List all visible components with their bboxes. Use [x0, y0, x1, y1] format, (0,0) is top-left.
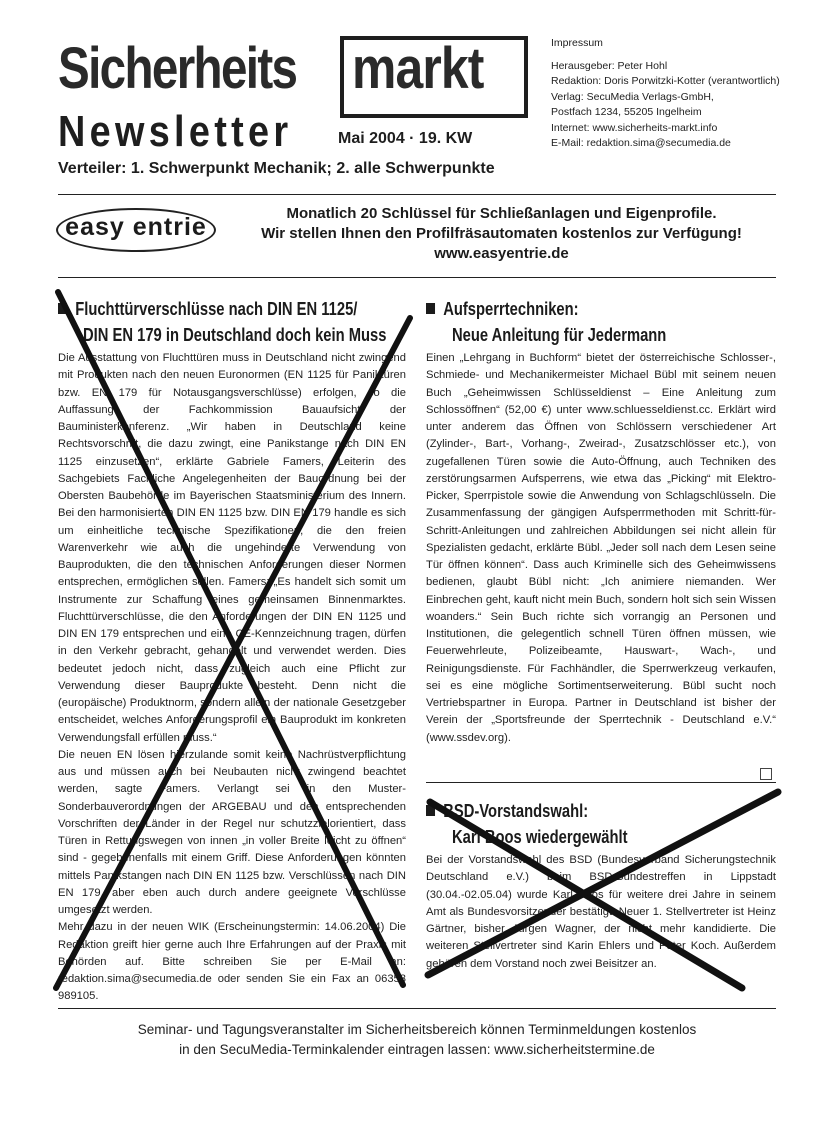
- article2-body: Einen „Lehrgang in Buchform“ bietet der österreichische Schlosser-, Schmiede- und Mechanikermeister Michael Bübl mit seinem neuen Buch „Geheimwissen Schlüsseldienst – Eine Anleitung zum Schlossöffnen“ (52,00 €) unter www.schluesseldienst.cc. Erklärt wird unter anderem das Öffnen von Schlössern verschiedener Art (Zylinder-, Bart-, Vorhang-, Zweirad-, Zusatzschlösser etc.), von zugefallenen Türen sowie die Auto-Öffnung, auch Techniken des zerstörungsarmen Aufsperrens, wie etwa das „Picking“ mit Elektro-Picker, Sperrpistole sowie die Anwendung von Schlagschlüsseln. Die Zusammenfassung der gängigen Aufsperrmethoden mit Schritt-für-Schritt-Anleitungen und zahlreichen Abbildungen sei nicht allein für Spezialisten gedacht, erklärte Bübl. „Jeder soll nach dem Lesen seine Tür öffnen können“. Dass auch Kriminelle sich des Geheimwissens bedienen, glaubt Bübl nicht: „Ich animiere niemanden. Wer Einbrechen geht, kauft nicht mein Buch, sondern holt sich sein Wissen woanders.“ Sein Buch richte sich vorrangig an Personen und Institutionen, die gelegentlich schnell Türen öffnen müssen, wie Feuerwehrleute, Polizeibeamte, Hauswart-, Wach-, und Reinigungsdienste. Für Fachhändler, die Sperrwerkzeug verkaufen, sei es eine mögliche Sortimentserweiterung. Bübl sucht noch Vertriebspartner in Europa. Partner in Deutschland ist bisher der Verein der „Sportsfreunde der Sperrtechnik - Deutschland e.V.“ (www.ssdev.org).: [426, 352, 776, 744]
- article1-paragraph-2: Die neuen EN lösen hierzulande somit keine Nachrüstverpflichtung aus und müssen auch bei Neubauten nicht zwingend beachtet werden, sagte Famers. Verlangt sei in den Muster-Sonderbauverordnungen der ARGEBAU und den entsprechenden Vorschriften der Länder in der Regel nur schutzzielorientiert, dass Türen in Rettungswegen von innen „in voller Breite leicht zu öffnen“ sind - gegebenenfalls mit einem Griff. Diese Anforderungen könnten mittels Panikstangen nach DIN EN 1125 bzw. Verschlüssen nach DIN EN 179, aber eben auch durch andere geeignete Verschlüsse umgesetzt werden.: [58, 748, 406, 916]
- footer-line-1: Seminar- und Tagungsveranstalter im Sicherheitsbereich können Terminmeldungen kostenlos: [137, 1022, 697, 1037]
- impressum-website[interactable]: Internet: www.sicherheits-markt.info: [551, 121, 718, 134]
- article1-paragraph-1: Die Ausstattung von Fluchttüren muss in Deutschland nicht zwingend mit Produkten nach den neuen Euronormen (EN 1125 für Paniktüren bzw. EN 179 für Notausgangsverschlüsse) erfolgen, so die Auffassung der Fachkommission Bauaufsicht der Bauministerkonferenz. „Wir haben in Deutschland keine Rechtsvorschrift, die dazu zwingt, eine Panikstange nach DIN EN 1125 einzusetzen“, erklärte Gabriele Famers, Leiterin des Sachgebiets Fachliche Angelegenheiten der Bauordnung bei der Obersten Baubehörde im Bayerischen Staatsministerium des Innern. Bei den harmonisierten DIN EN 1125 bzw. DIN EN 179 handle es sich um einheitliche technische Spezifikationen, die den freien Warenverkehr wie auch die ungehinderte Verwendung von Bauprodukten, die den technischen Anforderungen dieser Normen entsprechen, ermöglichen sollen. Famers: „Es handelt sich somit um Instrumente zur Schaffung eines gemeinsamen Binnenmarktes. Fluchttürverschlüsse, die den Anforderungen der DIN EN 1125 und DIN EN 179 entsprechen und eine CE-Kennzeichnung tragen, dürfen in den Verkehr gebracht, gehandelt und verwendet werden. Dies bedeutet jedoch nicht, dass zugleich auch eine Pflicht zur Verwendung dieser Bauprodukte besteht. Denn nicht die (europäische) Produktnorm, sondern allein der nationale Gesetzgeber entscheidet, welches Anforderungsprofil ein Bauprodukt im konkreten Verwendungsfall erfüllen muss.“: [58, 352, 406, 744]
- article3-title-line2: Karl Boos wiedergewählt: [452, 827, 628, 847]
- footer-line-2: in den SecuMedia-Terminkalender eintragen lassen: www.sicherheitstermine.de: [179, 1042, 655, 1057]
- masthead-logo-markt: markt: [352, 36, 484, 101]
- impressum-address: Postfach 1234, 55205 Ingelheim: [551, 106, 702, 118]
- article2-title-line1: Aufsperrtechniken:: [426, 296, 579, 322]
- masthead-logo-sicherheits: Sicherheits: [58, 36, 297, 101]
- ad-headline: Monatlich 20 Schlüssel für Schließanlagen und Eigenprofile.: [286, 205, 717, 222]
- impressum-publishing-house: Verlag: SecuMedia Verlags-GmbH,: [551, 90, 714, 103]
- divider-ad: [58, 277, 776, 278]
- ad-subline: Wir stellen Ihnen den Profilfräsautomaten kostenlos zur Verfügung!: [261, 225, 742, 242]
- article1-title-line2: DIN EN 179 in Deutschland doch kein Muss: [83, 325, 387, 345]
- article1-body: [58, 350, 406, 1006]
- bullet-square-icon: [426, 805, 435, 816]
- divider-right-column: [426, 782, 776, 783]
- article3-body: Bei der Vorstandswahl des BSD (Bundesverband Sicherungstechnik Deutschland e.V.) beim BSD-Bundestreffen in Lippstadt (30.04.-02.05.04) wurde Karl Boos für weitere drei Jahre in seinem Amt als Bundesvorsitzender bestätigt. Neuer 1. Stellvertreter ist Heinz Gärtner, bisher Jürgen Wagner, der nicht mehr kandidierte. Die weiteren Stellvertreter sind Karin Ehlers und Peter Koch. Außerdem gehören dem Vorstand noch zwei Beisitzer an.: [426, 854, 776, 970]
- divider-footer: [58, 1008, 776, 1009]
- distribution-line: Verteiler: 1. Schwerpunkt Mechanik; 2. alle Schwerpunkte: [58, 160, 495, 177]
- newsletter-title: Newsletter: [58, 107, 293, 156]
- impressum-editor: Redaktion: Doris Porwitzki-Kotter (verantwortlich): [551, 75, 780, 87]
- bullet-square-icon: [58, 303, 67, 314]
- ad-brand-logo: easy entrie: [65, 213, 207, 241]
- divider-top: [58, 194, 776, 195]
- end-mark-box: [760, 768, 772, 780]
- article3-title-line1: BSD-Vorstandswahl:: [426, 798, 588, 824]
- article1-title-line1: Fluchttürverschlüsse nach DIN EN 1125/: [58, 296, 357, 322]
- impressum: [551, 36, 791, 152]
- article2-title-line2: Neue Anleitung für Jedermann: [452, 325, 667, 345]
- article1-paragraph-3: Mehr dazu in der neuen WIK (Erscheinungstermin: 14.06.2004) Die Redaktion greift hier gerne auch Ihre Erfahrungen auf der Praxis mit Behörden auf. Bitte schreiben Sie per E-Mail an: redaktion.sima@secumedia.de oder senden Sie ein Fax an 06353 989105.: [58, 921, 406, 1003]
- impressum-email[interactable]: E-Mail: redaktion.sima@secumedia.de: [551, 137, 731, 149]
- impressum-publisher: Herausgeber: Peter Hohl: [551, 59, 668, 72]
- bullet-square-icon: [426, 303, 435, 314]
- impressum-title: Impressum: [551, 37, 603, 49]
- footer-note: [58, 1020, 776, 1060]
- issue-date: Mai 2004 · 19. KW: [338, 130, 473, 147]
- ad-website-link[interactable]: www.easyentrie.de: [434, 245, 569, 262]
